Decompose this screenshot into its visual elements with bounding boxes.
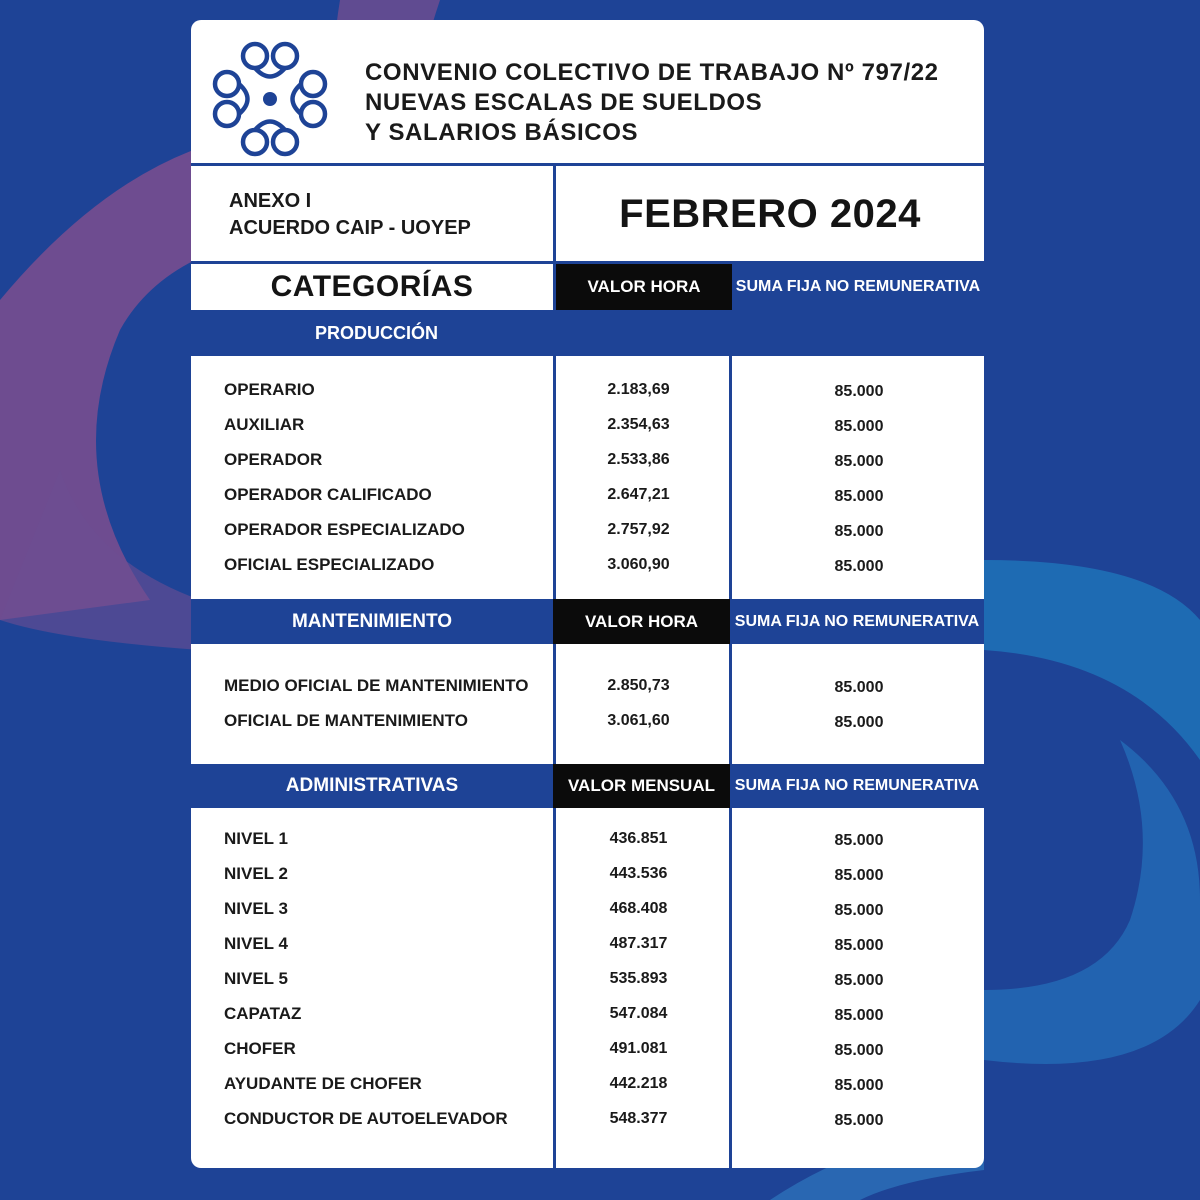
table-row	[191, 997, 984, 1031]
category-name: OFICIAL DE MANTENIMIENTO	[224, 711, 468, 730]
fixed-sum: 85.000	[834, 1112, 884, 1129]
category-name: NIVEL 2	[224, 864, 288, 883]
category-name: AYUDANTE DE CHOFER	[224, 1074, 422, 1093]
category-name: OFICIAL ESPECIALIZADO	[224, 555, 435, 574]
table-row	[191, 1102, 984, 1136]
table-row	[191, 857, 984, 891]
table-row	[191, 408, 984, 442]
category-name: NIVEL 3	[224, 899, 288, 918]
fixed-sum: 85.000	[834, 1077, 884, 1094]
fixed-sum: 85.000	[834, 1042, 884, 1059]
monthly-value: 535.893	[609, 970, 668, 987]
table-row	[191, 1067, 984, 1101]
table-row	[191, 927, 984, 961]
table-row	[191, 704, 984, 738]
table-row	[191, 373, 984, 407]
fixed-sum: 85.000	[834, 558, 884, 575]
fixed-sum: 85.000	[834, 418, 884, 435]
section-title-administrativas: ADMINISTRATIVAS	[191, 764, 553, 808]
fixed-sum: 85.000	[834, 679, 884, 696]
annex-label: ANEXO I	[229, 190, 312, 212]
section-title-produccion: PRODUCCIÓN	[191, 310, 984, 356]
table-row	[191, 822, 984, 856]
fixed-sum-header: SUMA FIJA NO REMUNERATIVA	[730, 599, 984, 644]
column-divider	[553, 264, 556, 310]
hourly-value: 3.061,60	[607, 712, 670, 729]
category-name: OPERADOR	[224, 450, 323, 469]
monthly-value: 547.084	[609, 1005, 668, 1022]
hourly-value: 2.183,69	[607, 381, 670, 398]
table-row	[191, 478, 984, 512]
salary-scale-document	[191, 20, 984, 1168]
category-name: CONDUCTOR DE AUTOELEVADOR	[224, 1109, 508, 1128]
section-title-mantenimiento: MANTENIMIENTO	[191, 599, 553, 644]
category-name: AUXILIAR	[224, 415, 305, 434]
fixed-sum: 85.000	[834, 523, 884, 540]
document-title-line-1: CONVENIO COLECTIVO DE TRABAJO Nº 797/22	[365, 59, 939, 86]
table-row	[191, 669, 984, 703]
monthly-value-header: VALOR MENSUAL	[553, 764, 730, 808]
category-name: NIVEL 4	[224, 934, 288, 953]
monthly-value: 491.081	[609, 1040, 668, 1057]
hourly-value: 3.060,90	[607, 556, 670, 573]
category-name: CAPATAZ	[224, 1004, 302, 1023]
table-row	[191, 513, 984, 547]
table-row	[191, 892, 984, 926]
fixed-sum: 85.000	[834, 867, 884, 884]
fixed-sum: 85.000	[834, 383, 884, 400]
fixed-sum: 85.000	[834, 714, 884, 731]
fixed-sum-header: SUMA FIJA NO REMUNERATIVA	[730, 764, 984, 808]
fixed-sum: 85.000	[834, 832, 884, 849]
hourly-value: 2.533,86	[607, 451, 670, 468]
fixed-sum: 85.000	[834, 902, 884, 919]
monthly-value: 548.377	[609, 1110, 668, 1127]
hourly-value: 2.757,92	[607, 521, 670, 538]
fixed-sum: 85.000	[834, 937, 884, 954]
hourly-value-header: VALOR HORA	[553, 599, 730, 644]
category-name: OPERARIO	[224, 380, 315, 399]
monthly-value: 436.851	[609, 830, 668, 847]
monthly-value: 468.408	[609, 900, 668, 917]
fixed-sum: 85.000	[834, 1007, 884, 1024]
category-name: CHOFER	[224, 1039, 296, 1058]
monthly-value: 442.218	[609, 1075, 668, 1092]
hourly-value: 2.850,73	[607, 677, 670, 694]
hourly-value: 2.647,21	[607, 486, 670, 503]
hourly-value-header: VALOR HORA	[556, 264, 732, 310]
category-name: NIVEL 1	[224, 829, 288, 848]
document-title-line-2: NUEVAS ESCALAS DE SUELDOS	[365, 89, 763, 116]
category-name: NIVEL 5	[224, 969, 288, 988]
monthly-value: 443.536	[609, 865, 668, 882]
fixed-sum: 85.000	[834, 488, 884, 505]
table-row	[191, 443, 984, 477]
fixed-sum: 85.000	[834, 972, 884, 989]
categories-heading: CATEGORÍAS	[270, 270, 474, 303]
document-title-line-3: Y SALARIOS BÁSICOS	[365, 119, 639, 146]
chamber-logo-icon	[211, 40, 329, 158]
category-name: OPERADOR CALIFICADO	[224, 485, 432, 504]
agreement-label: ACUERDO CAIP - UOYEP	[229, 217, 471, 239]
table-row	[191, 1032, 984, 1066]
period-title: FEBRERO 2024	[619, 191, 921, 236]
fixed-sum: 85.000	[834, 453, 884, 470]
category-name: MEDIO OFICIAL DE MANTENIMIENTO	[224, 676, 529, 695]
table-row	[191, 548, 984, 582]
fixed-sum-header: SUMA FIJA NO REMUNERATIVA	[732, 264, 984, 310]
category-name: OPERADOR ESPECIALIZADO	[224, 520, 465, 539]
monthly-value: 487.317	[609, 935, 668, 952]
table-row	[191, 962, 984, 996]
hourly-value: 2.354,63	[607, 416, 670, 433]
